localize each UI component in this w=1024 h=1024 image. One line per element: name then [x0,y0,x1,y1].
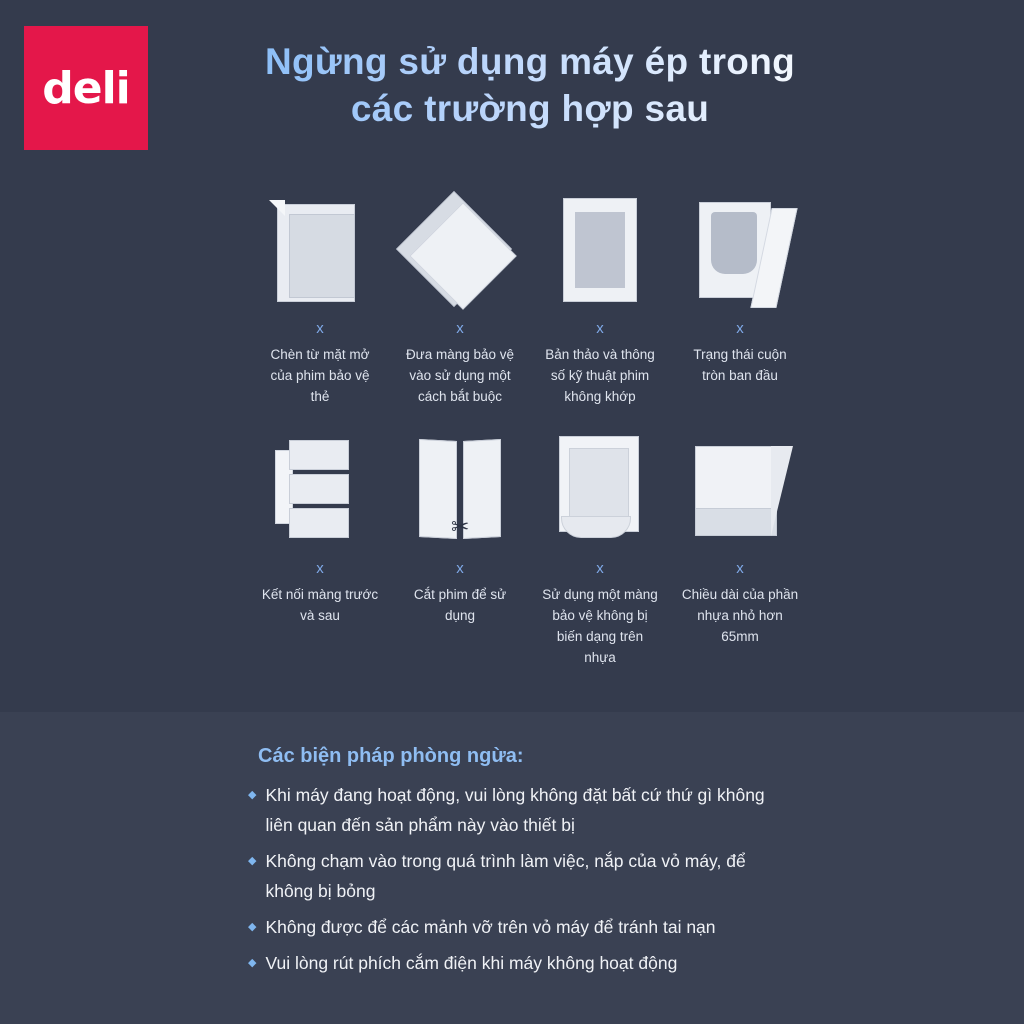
single-film-icon [535,430,665,555]
plastic-length-icon [675,430,805,555]
list-item [248,948,788,978]
grid-item [250,430,390,669]
x-mark: x [456,320,464,337]
bullet-icon: ◆ [248,957,257,970]
list-item-text: Không chạm vào trong quá trình làm việc, nắp của vỏ máy, để không bị bỏng [265,851,746,902]
film-open-side-icon [255,190,385,315]
connected-sheets-icon [255,430,385,555]
brand-logo-text: deli [42,62,130,114]
x-mark: x [456,559,464,577]
grid-item [670,430,810,669]
grid-item-caption: Cắt phim để sử dụng [413,586,507,623]
grid-item-caption: Trạng thái cuộn tròn ban đầu [693,347,787,383]
grid-item-caption: Sử dụng một màng bảo vệ không bị biến dạng trên nhựa [542,586,658,665]
x-mark: x [736,320,744,337]
list-item [248,912,788,942]
x-mark: x [316,320,324,337]
grid-item [390,430,530,669]
grid-item [670,190,810,408]
curled-roll-icon [675,190,805,315]
frame-mismatch-icon [535,190,665,315]
bullet-icon: ◆ [248,789,257,801]
list-item-text: Không được để các mảnh vỡ trên vỏ máy để tránh tai nạn [265,917,716,938]
page-title [200,38,860,133]
precautions-list [248,780,788,985]
grid-item-caption: Chiều dài của phần nhựa nhỏ hơn 65mm [681,586,799,644]
page-title-line-2: các trường hợp sau [200,85,860,132]
grid-item [530,430,670,669]
scissors-icon: ✂ [451,513,470,539]
bullet-icon: ◆ [248,855,257,868]
grid-item-caption: Chèn từ mặt mở của phim bảo vệ thẻ [270,347,370,404]
list-item [248,846,788,906]
list-item [248,780,788,840]
grid-item [390,190,530,408]
cut-film-scissors-icon [395,430,525,555]
bullet-icon: ◆ [248,921,257,934]
x-mark: x [596,320,604,337]
list-item-text: Khi máy đang hoạt động, vui lòng không đặt bất cứ thứ gì không liên quan đến sản phẩm này vào thiết bị [265,785,765,836]
grid-item [530,190,670,408]
list-item-text: Vui lòng rút phích cắm điện khi máy không hoạt động [265,953,678,974]
grid-item-caption: Đưa màng bảo vệ vào sử dụng một cách bắt buộc [405,347,515,404]
x-mark: x [316,559,324,577]
x-mark: x [736,559,744,577]
precautions-panel [0,712,1024,1024]
grid-item-caption: Kết nối màng trước và sau [261,586,379,623]
grid-item [250,190,390,408]
x-mark: x [596,559,604,577]
warning-icon-grid [250,190,810,668]
brand-logo [24,26,148,150]
page-title-line-1: Ngừng sử dụng máy ép trong [200,38,860,85]
precautions-title: Các biện pháp phòng ngừa: [258,745,524,767]
film-diagonal-icon [395,190,525,315]
grid-item-caption: Bản thảo và thông số kỹ thuật phim không khớp [545,347,655,404]
